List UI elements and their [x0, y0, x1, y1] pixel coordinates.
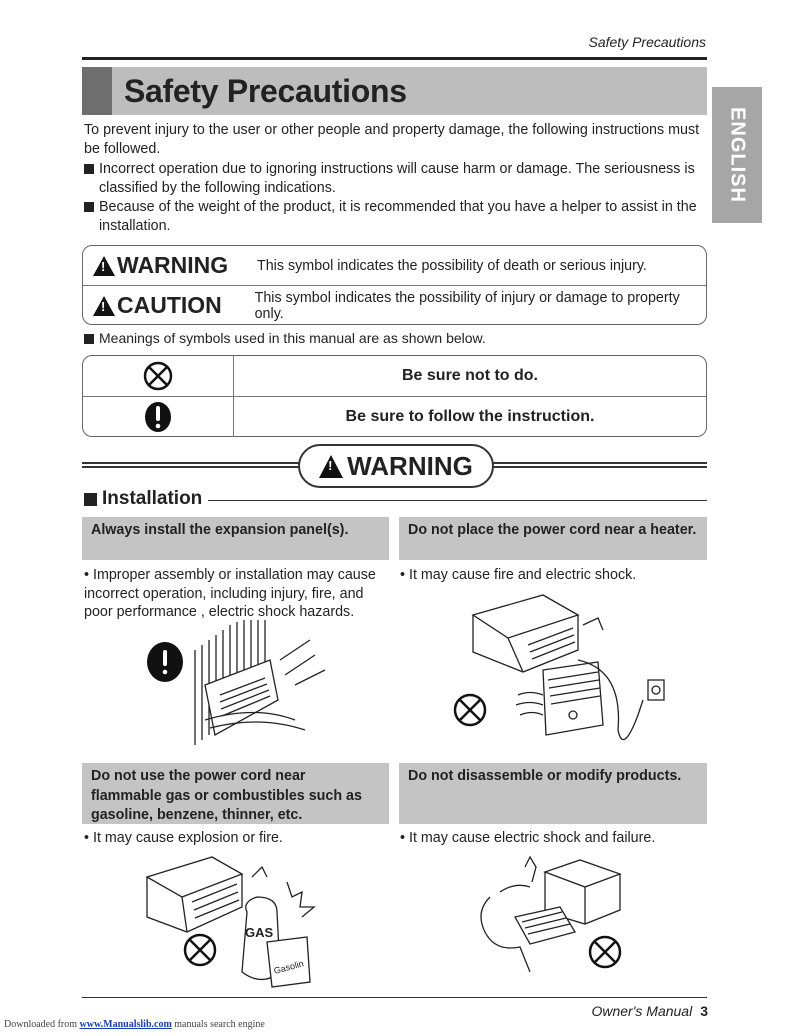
title-bar	[82, 67, 707, 115]
svg-text:GAS: GAS	[245, 925, 274, 940]
intro-bullet: Incorrect operation due to ignoring instructions will cause harm or damage. The seriousness is classified by the following indications.	[84, 160, 704, 199]
intro	[84, 121, 704, 237]
level-warning: ! WARNING This symbol indicates the possibility of death or serious injury.	[83, 246, 706, 285]
intro-bullet: Because of the weight of the product, it is recommended that you have a helper to assist in the installation.	[84, 198, 704, 237]
banner-rule-right	[488, 462, 707, 468]
ac-install-illustration	[145, 620, 335, 750]
symbol-row: Be sure to follow the instruction.	[83, 396, 706, 437]
section-rule	[208, 500, 707, 501]
page-number: 3	[700, 1003, 708, 1019]
square-bullet-icon	[84, 164, 94, 174]
manualslib-link[interactable]: www.Manualslib.com	[79, 1019, 172, 1030]
download-note: Downloaded from www.Manualslib.com manuals search engine	[4, 1019, 265, 1030]
top-rule	[82, 57, 707, 60]
warning-triangle-icon	[319, 455, 343, 478]
language-tab-label: ENGLISH	[726, 107, 749, 203]
card-body: • It may cause explosion or fire.	[84, 830, 283, 846]
intro-paragraph: To prevent injury to the user or other people and property damage, the following instructions must be followed.	[84, 122, 700, 158]
mandatory-icon	[144, 401, 172, 433]
gas-hazard-illustration	[142, 852, 342, 994]
heater-cord-illustration	[448, 590, 678, 755]
title-accent-block	[82, 67, 112, 115]
square-bullet-icon	[84, 493, 97, 506]
warning-triangle-icon	[93, 256, 115, 276]
card-heading: Do not use the power cord near flammable gas or combustibles such as gasoline, benzene, thinner, etc.	[82, 763, 389, 824]
warning-triangle-icon	[93, 296, 115, 316]
severity-levels-box	[82, 245, 707, 325]
square-bullet-icon	[84, 334, 94, 344]
symbol-row: Be sure not to do.	[83, 356, 706, 396]
warning-banner	[82, 444, 707, 488]
banner-rule-left	[82, 462, 300, 468]
running-head: Safety Precautions	[588, 34, 706, 50]
symbol-table	[82, 355, 707, 437]
disassemble-illustration	[470, 852, 635, 977]
card-body: • It may cause electric shock and failure.	[400, 830, 656, 846]
footer-rule	[82, 997, 707, 998]
card-heading: Do not disassemble or modify products.	[399, 763, 707, 824]
section-installation: Installation	[84, 488, 707, 510]
language-tab	[712, 87, 762, 223]
prohibited-icon	[143, 361, 173, 391]
level-caution: ! CAUTION This symbol indicates the possibility of injury or damage to property only.	[83, 285, 706, 325]
page-title: Safety Precautions	[124, 73, 407, 109]
card-body: • It may cause fire and electric shock.	[400, 567, 637, 583]
square-bullet-icon	[84, 202, 94, 212]
card-body: • Improper assembly or installation may cause incorrect operation, including injury, fire, and poor performance , electric shock hazards.	[84, 567, 376, 620]
card-heading: Always install the expansion panel(s).	[82, 517, 389, 560]
footer: Owner's Manual 3	[591, 1003, 708, 1019]
meanings-note: Meanings of symbols used in this manual are as shown below.	[84, 330, 486, 346]
warning-pill: ! WARNING	[298, 444, 494, 488]
card-heading: Do not place the power cord near a heater.	[399, 517, 707, 560]
svg-text:Gasolin: Gasolin	[272, 958, 305, 976]
